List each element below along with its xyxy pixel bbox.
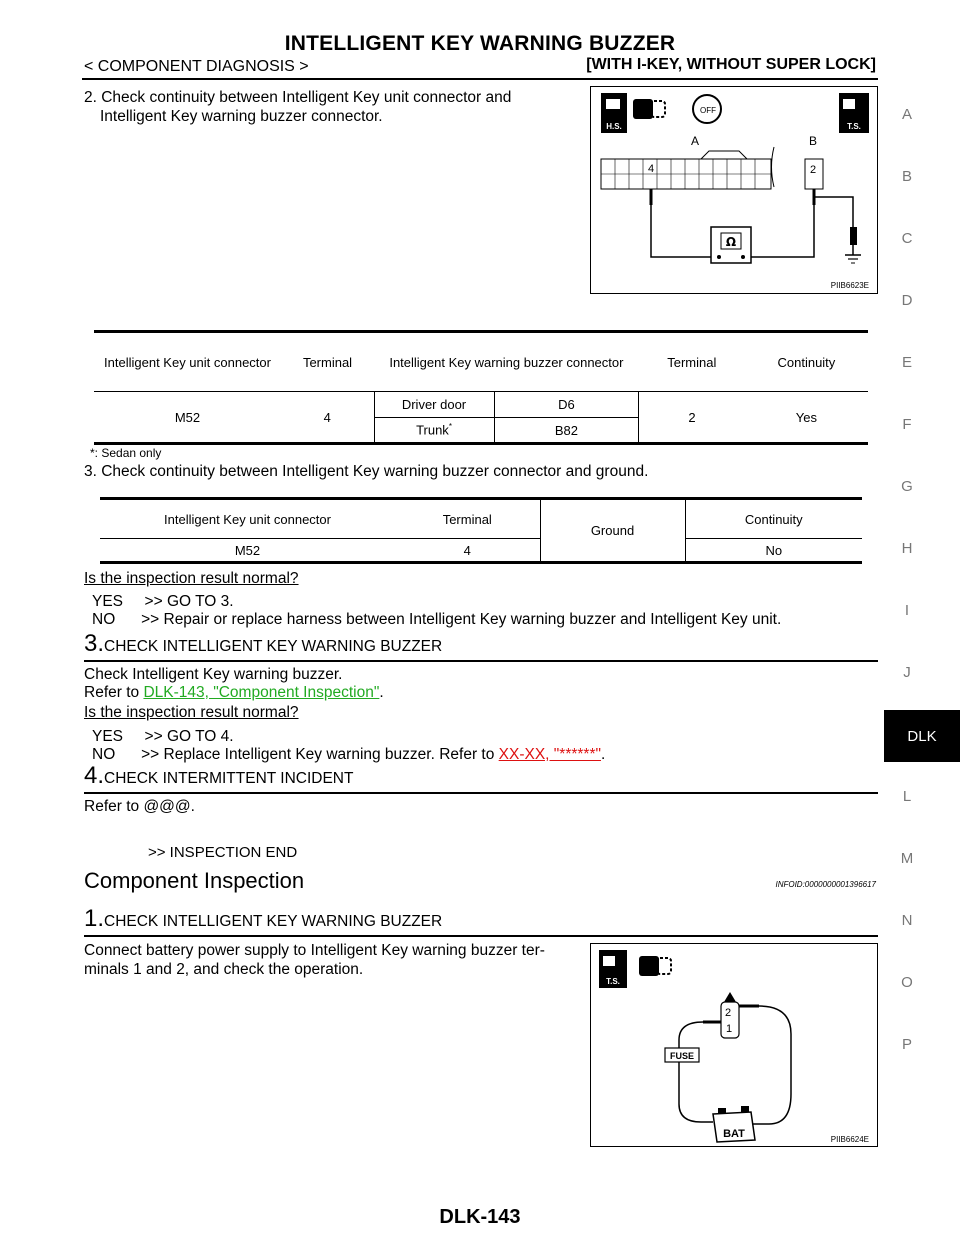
table1-continuity: Yes [745,392,868,444]
component-inspection-link[interactable]: DLK-143, "Component Inspection" [143,684,380,701]
connector-b [805,159,823,189]
answer-yes-2: YES >> GO TO 4. [92,728,234,745]
step3-heading [84,630,442,658]
info-id: INFOID:0000000001396617 [775,880,876,889]
ci-step1-title: CHECK INTELLIGENT KEY WARNING BUZZER [104,913,443,930]
table2-continuity: No [685,539,862,563]
side-index-i[interactable]: I [904,602,910,619]
battery-icon [713,1106,755,1142]
svg-text:1: 1 [726,1023,733,1035]
hand-symbol-icon [601,93,627,133]
answer-no-2: NO >> Replace Intelligent Key warning buzzer. Refer to XX-XX, "******". [92,746,606,763]
question-1: Is the inspection result normal? [84,570,299,587]
step2-text-line2: Intelligent Key warning buzzer connector. [100,108,383,125]
table1-location-driver: Driver door [374,392,494,418]
step3-line1: Check Intelligent Key warning buzzer. [84,666,343,683]
table2-connector: M52 [100,539,395,563]
table1-header-connector: Intelligent Key unit connector [94,332,281,392]
table1-header-buzzer-connector: Intelligent Key warning buzzer connector [374,332,639,392]
side-index-e[interactable]: E [901,354,912,371]
ci-line2: minals 1 and 2, and check the operation. [84,961,364,978]
step3-check-text: 3. Check continuity between Intelligent Key warning buzzer connector and ground. [84,463,649,480]
question-2: Is the inspection result normal? [84,704,299,721]
answer-no-1: NO >> Repair or replace harness between Intelligent Key warning buzzer and Intelligent Key unit. [92,611,782,628]
side-index-m[interactable]: M [900,850,914,867]
variant-label: [WITH I-KEY, WITHOUT SUPER LOCK] [586,56,876,73]
connector-icon [633,99,665,119]
test-symbol-icon [599,950,627,988]
svg-text:BAT: BAT [723,1128,745,1140]
svg-text:2: 2 [725,1007,732,1019]
side-index-o[interactable]: O [901,974,913,991]
ignition-off-icon [693,95,721,123]
table1-connector: M52 [94,392,281,444]
step4-title: CHECK INTERMITTENT INCIDENT [104,770,354,787]
table2-header-continuity: Continuity [685,499,862,539]
continuity-diagram [591,87,876,292]
svg-text:T.S.: T.S. [606,977,620,986]
ci-line1: Connect battery power supply to Intelligent Key warning buzzer ter- [84,942,545,959]
figure-id: PIIB6623E [830,281,869,290]
side-index-c[interactable]: C [901,230,913,247]
table1-connector-d6: D6 [494,392,639,418]
label-b: B [809,134,818,148]
ohmmeter-icon [711,227,751,263]
side-index-n[interactable]: N [901,912,913,929]
continuity-table-2 [100,497,862,564]
step3-number: 3. [84,630,105,657]
connector-icon [639,956,671,976]
xx-reference-link[interactable]: XX-XX, "******" [498,746,601,763]
svg-text:OFF: OFF [700,106,716,115]
side-index-a[interactable]: A [901,106,912,123]
battery-test-diagram [591,944,876,1145]
figure-id: PIIB6624E [830,1135,869,1144]
continuity-table-1 [94,330,868,445]
table1-header-continuity: Continuity [745,332,868,392]
page-title: INTELLIGENT KEY WARNING BUZZER [284,32,676,55]
side-index-l[interactable]: L [902,788,912,805]
header-rule [82,78,878,80]
table2-header-connector: Intelligent Key unit connector [100,499,395,539]
table1-connector-b82: B82 [494,418,639,444]
step4-heading [84,762,353,790]
section-label: < COMPONENT DIAGNOSIS > [84,58,309,75]
step2-text-line1: 2. Check continuity between Intelligent Key unit connector and [84,89,512,106]
side-index-g[interactable]: G [901,478,913,495]
side-index-f[interactable]: F [902,416,912,433]
side-index-active-tab[interactable]: DLK [884,710,960,762]
battery-test-figure [590,943,878,1147]
test-symbol-icon [839,93,869,133]
side-index-j[interactable]: J [903,664,911,681]
ci-step1-rule [84,935,878,937]
side-index-b[interactable]: B [901,168,912,185]
step4-line1: Refer to @@@. [84,798,195,815]
step4-number: 4. [84,762,105,789]
ci-step1-heading [84,905,442,933]
footnote: *: Sedan only [90,446,162,460]
table1-location-trunk: Trunk* [374,418,494,444]
buzzer-connector [721,992,739,1038]
table1-header-terminal-2: Terminal [639,332,745,392]
answer-yes-1: YES >> GO TO 3. [92,593,234,610]
svg-text:T.S.: T.S. [847,122,861,131]
svg-text:Ω: Ω [725,235,737,249]
inspection-end: >> INSPECTION END [148,844,298,861]
page-number: DLK-143 [439,1206,521,1228]
table1-header-terminal: Terminal [281,332,374,392]
table2-ground: Ground [540,499,685,563]
step3-rule [84,660,878,662]
svg-text:FUSE: FUSE [669,1051,695,1061]
table2-header-terminal: Terminal [395,499,540,539]
table2-terminal: 4 [395,539,540,563]
connector-a [601,151,771,189]
table1-terminal: 4 [281,392,374,444]
step4-rule [84,792,878,794]
svg-text:4: 4 [648,163,655,175]
svg-text:2: 2 [810,164,817,176]
component-inspection-title: Component Inspection [84,868,305,893]
side-index-p[interactable]: P [901,1036,912,1053]
fuse-icon [665,1048,699,1062]
continuity-figure [590,86,878,294]
step3-refer: Refer to DLK-143, "Component Inspection". [84,684,384,701]
svg-text:H.S.: H.S. [606,122,622,131]
side-index-h[interactable]: H [901,540,913,557]
ci-step1-number: 1. [84,905,105,932]
step3-title: CHECK INTELLIGENT KEY WARNING BUZZER [104,638,443,655]
label-a: A [691,134,700,148]
table1-buzzer-terminal: 2 [639,392,745,444]
side-index-d[interactable]: D [901,292,913,309]
